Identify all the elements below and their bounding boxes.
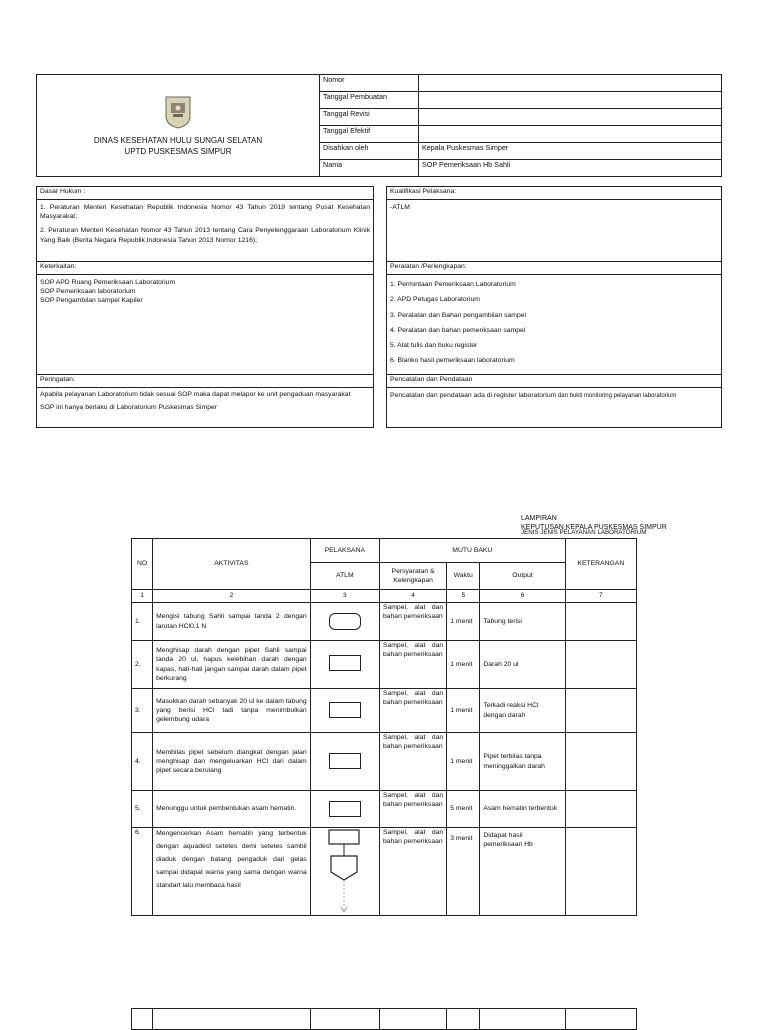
peralatan-item: 5. Alat tulis dan buku register [390, 342, 478, 350]
process-shape [329, 655, 361, 671]
peralatan-list [387, 275, 722, 375]
peralatan-title: Peralatan /Perlengkapan: [387, 262, 722, 275]
peralatan-item: 4. Peralatan dan bahan pemeriksaan sampel [390, 326, 526, 334]
keterkaitan-title: Keterkaitan: [37, 262, 374, 275]
row-output: Pipet terbilas tanpa meninggalkan darah [480, 733, 565, 791]
header-mutu-baku: MUTU BAKU [379, 539, 565, 563]
row-aktivitas: Mengisi tabung Sahli sampai tanda 2 dengan larutan HCl0,1 N [153, 603, 311, 641]
field-label: Nama [320, 160, 419, 177]
row-keterangan [565, 603, 636, 641]
lampiran-line-2: KEPUTUSAN KEPALA PUSKESMAS SIMPUR [521, 524, 667, 532]
row-keterangan [565, 733, 636, 791]
peralatan-item: 1. Permintaan Pemeriksaan Laboratorium [390, 281, 516, 288]
row-persyaratan: Sampel, alat dan bahan pemeriksaan [379, 641, 446, 689]
row-aktivitas: Menghisap darah dengan pipet Sahli sampai tanda 20 ul, hapus kelebihan darah dengan kapas, hati-hati jangan sampai darah dalam pipet berkurang [153, 641, 311, 689]
flow-cell [310, 689, 379, 733]
row-waktu: 1 menit [447, 733, 480, 791]
row-waktu: 1 menit [447, 641, 480, 689]
table-row [132, 828, 637, 916]
lampiran-block [521, 514, 761, 537]
header-no: NO [132, 539, 153, 590]
keterkaitan-item: SOP Pemeriksaan laboratorium [40, 288, 136, 296]
row-persyaratan: Sampel, alat dan bahan pemeriksaan [379, 603, 446, 641]
row-output: Terkadi reaksi HCl dengan darah [480, 689, 565, 733]
field-value [419, 109, 722, 126]
row-no: 5. [132, 791, 153, 828]
col-number: 5 [447, 590, 480, 603]
lampiran-line-3: JENIS JENIS PELAYANAN LABORATORIUM [521, 529, 647, 537]
table-row [132, 603, 637, 641]
pencatatan-tail: dan bukti monitoring pelayanan laboratorium [556, 393, 677, 399]
row-keterangan [565, 689, 636, 733]
header-atlm: ATLM [310, 563, 379, 590]
peralatan-item: 2. APD Petugas Laboratorium [390, 296, 480, 304]
agency-line-1: DINAS KESEHATAN HULU SUNGAI SELATAN [93, 136, 263, 146]
col-number: 2 [153, 590, 311, 603]
field-value: SOP Pemeriksaan Hb Sahli [419, 160, 722, 177]
row-waktu: 3 menit [447, 828, 480, 916]
row-persyaratan: Sampel, alat dan bahan pemeriksaan [379, 791, 446, 828]
keterkaitan-item: SOP APD Ruang Pemeriksaan Laboratorium [40, 279, 176, 286]
field-value: Kepala Puskesmas Simper [419, 143, 722, 160]
table-row [132, 733, 637, 791]
row-waktu: 5 menit [447, 791, 480, 828]
column-gap [374, 275, 387, 375]
flowchart-segment [314, 828, 374, 914]
table-row [132, 689, 637, 733]
header-keterangan: KETERANGAN [565, 539, 636, 590]
process-shape [329, 801, 361, 817]
agency-name [37, 136, 319, 157]
peralatan-item: 6. Blanko hasil pemeriksaan laboratorium [390, 357, 515, 365]
row-aktivitas: Menunggu untuk pembentukan asam hematin. [153, 791, 311, 828]
header-output: Output [480, 563, 565, 590]
keterkaitan-list [37, 275, 374, 375]
offpage-connector-shape [331, 856, 357, 880]
dasar-hukum-list [37, 200, 374, 262]
column-gap [374, 375, 387, 388]
pencatatan-cell [387, 388, 722, 428]
row-output: Didapat hasil pemeriksaan Hb [480, 828, 565, 916]
agency-cell [37, 75, 320, 177]
row-no: 2. [132, 641, 153, 689]
row-no: 3. [132, 689, 153, 733]
pencatatan-main: Pencatatan dan pendataan ada di register laboratorium [390, 392, 557, 399]
process-shape [329, 830, 359, 844]
column-gap [374, 200, 387, 262]
row-aktivitas: Mengencerkan Asam hematin yang terbentuk dengan aquadest setetes demi setetes sambil diaduk dengan batang pengaduk dari gelas sampai didapat warna yang sama dengan warna standart lalu membaca hasil [153, 828, 311, 916]
row-output: Tabung terisi [480, 603, 565, 641]
row-keterangan [565, 791, 636, 828]
lampiran-line-1: LAMPIRAN [521, 515, 557, 522]
kualifikasi-value [387, 200, 722, 262]
field-value [419, 126, 722, 143]
peringatan-list [37, 388, 374, 428]
flow-cell [310, 641, 379, 689]
process-shape [329, 753, 361, 769]
row-no: 6. [132, 828, 153, 916]
process-shape [329, 702, 361, 718]
col-number: 4 [379, 590, 446, 603]
field-label: Tanggal Revisi [320, 109, 419, 126]
agency-line-2: UPTD PUSKESMAS SIMPUR [124, 146, 232, 156]
dasar-hukum-title: Dasar Hukum : [37, 187, 374, 200]
field-label: Nomor [320, 75, 419, 92]
row-waktu: 1 menit [447, 689, 480, 733]
row-persyaratan: Sampel, alat dan bahan pemeriksaan [379, 733, 446, 791]
dasar-hukum-item: 1. Peraturan Menteri Kesehatan Republik Indonesia Nomor 43 Tahun 2019 tentang Pusat Kesehatan Masyarakat; [40, 204, 370, 221]
row-no: 4. [132, 733, 153, 791]
emblem-icon [163, 94, 193, 130]
kualifikasi-title: Kualifikasi Pelaksana: [387, 187, 722, 200]
row-persyaratan: Sampel, alat dan bahan pemeriksaan [379, 828, 446, 916]
keterkaitan-item: SOP Pengambilan sampel Kapiler [40, 297, 143, 305]
peringatan-title: Peringatan: [37, 375, 374, 388]
peringatan-item: SOP ini hanya berlaku di Laboratorium Puskesmas Simper [40, 404, 218, 412]
field-label: Tanggal Efektif [320, 126, 419, 143]
column-gap [374, 262, 387, 275]
header-waktu: Waktu [447, 563, 480, 590]
field-label: Disahkan oleh [320, 143, 419, 160]
flow-cell [310, 603, 379, 641]
field-value [419, 92, 722, 109]
procedure-table [131, 538, 637, 916]
row-keterangan [565, 641, 636, 689]
flow-cell [310, 791, 379, 828]
dasar-hukum-item: 2. Peraturan Menteri Kesehatan Nomor 43 Tahun 2013 tentang Cara Penyelenggaraan Laboratorium Klinik Yang Baik (Berita Negara Republik Indonesia Tahun 2013 Nomor 1216); [40, 227, 370, 244]
header-persyaratan: Persyaratan & Kelengkapan [379, 563, 446, 590]
row-keterangan [565, 828, 636, 916]
stub-cell [447, 1009, 480, 1030]
sop-info-table [36, 186, 722, 428]
stub-cell [379, 1009, 446, 1030]
col-number: 1 [132, 590, 153, 603]
table-row [132, 791, 637, 828]
field-value [419, 75, 722, 92]
stub-cell [565, 1009, 636, 1030]
column-gap [374, 388, 387, 428]
pencatatan-title: Pencatatan dan Pendataan [387, 375, 722, 388]
peralatan-items [390, 277, 718, 369]
row-no: 1. [132, 603, 153, 641]
column-gap [374, 187, 387, 200]
flow-cell [310, 733, 379, 791]
terminator-shape [329, 613, 361, 630]
peringatan-item: Apabila pelayanan Laboratorium tidak sesuai SOP maka dapat melapor ke unit pengaduan masyarakat [40, 391, 351, 398]
flow-cell [310, 828, 379, 916]
peralatan-item: 3. Peralatan dan Bahan pengambilan sampel [390, 311, 527, 319]
col-number: 3 [310, 590, 379, 603]
pencatatan-text [390, 391, 718, 400]
table-row [132, 641, 637, 689]
col-number: 7 [565, 590, 636, 603]
row-output: Asam hematin terbentuk [480, 791, 565, 828]
sop-header-table [36, 74, 722, 177]
stub-cell [132, 1009, 153, 1030]
header-pelaksana: PELAKSANA [310, 539, 379, 563]
stub-cell [480, 1009, 565, 1030]
row-output: Darah 20 ul [480, 641, 565, 689]
kualifikasi-text: -ATLM [390, 204, 410, 211]
stub-cell [153, 1009, 311, 1030]
row-aktivitas: Membilas pipet sebelum diangkat dengan jalan menghisap dan mengeluarkan HCl dari dalam pipet secara berulang [153, 733, 311, 791]
header-aktivitas: AKTIVITAS [153, 539, 311, 590]
next-table-stub [131, 1008, 637, 1030]
row-aktivitas: Masukkan darah sebanyak 20 ul ke dalam tabung yang berisi HCl tadi tanpa menimbulkan gelembung udara [153, 689, 311, 733]
row-persyaratan: Sampel, alat dan bahan pemeriksaan [379, 689, 446, 733]
stub-cell [310, 1009, 379, 1030]
col-number: 6 [480, 590, 565, 603]
field-label: Tanggal Pembuatan [320, 92, 419, 109]
row-waktu: 1 menit [447, 603, 480, 641]
